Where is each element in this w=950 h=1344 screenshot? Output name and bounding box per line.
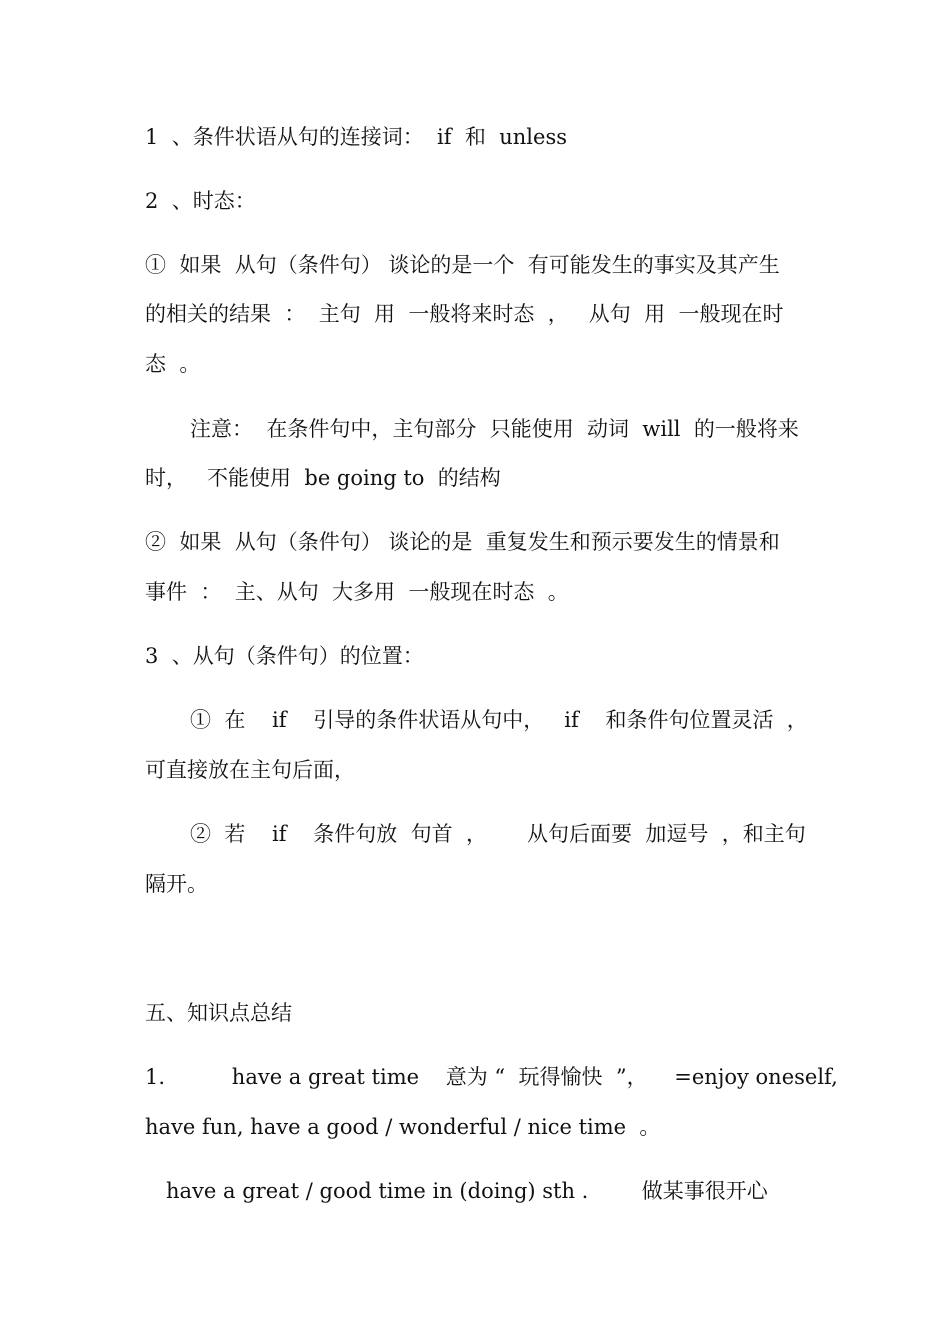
knowledge-point-line: 1. have a great time 意为 “ 玩得愉快 ”， =enjoy oneself, <box>145 1065 838 1089</box>
note-line: 注意： 在条件句中，主句部分 只能使用 动词 will 的一般将来 <box>190 417 799 441</box>
paragraph-line: 可直接放在主句后面， <box>145 758 355 782</box>
paragraph-line: ② 如果 从句（条件句） 谈论的是 重复发生和预示要发生的情景和 <box>145 530 780 554</box>
knowledge-point-line: have a great / good time in (doing) sth . 做某事很开心 <box>166 1179 768 1203</box>
paragraph-line: 事件 ： 主、从句 大多用 一般现在时态 。 <box>145 580 569 604</box>
paragraph-line: ① 如果 从句（条件句） 谈论的是一个 有可能发生的事实及其产生 <box>145 253 780 277</box>
paragraph-line: 隔开。 <box>145 872 208 896</box>
paragraph-line: 的相关的结果 ： 主句 用 一般将来时态 ， 从句 用 一般现在时 <box>145 302 784 326</box>
note-line: 时， 不能使用 be going to 的结构 <box>145 466 501 490</box>
paragraph-line: 态 。 <box>145 352 201 376</box>
section-2-heading: 2 、时态： <box>145 189 256 213</box>
knowledge-point-line: have fun, have a good / wonderful / nice time 。 <box>145 1115 661 1139</box>
section-5-heading: 五、知识点总结 <box>145 1001 292 1025</box>
paragraph-line: ② 若 if 条件句放 句首 ， 从句后面要 加逗号 ，和主句 <box>190 822 806 846</box>
section-1-heading: 1 、条件状语从句的连接词： if 和 unless <box>145 125 567 149</box>
section-3-heading: 3 、从句（条件句）的位置： <box>145 644 424 668</box>
paragraph-line: ① 在 if 引导的条件状语从句中， if 和条件句位置灵活 ， <box>190 708 808 732</box>
